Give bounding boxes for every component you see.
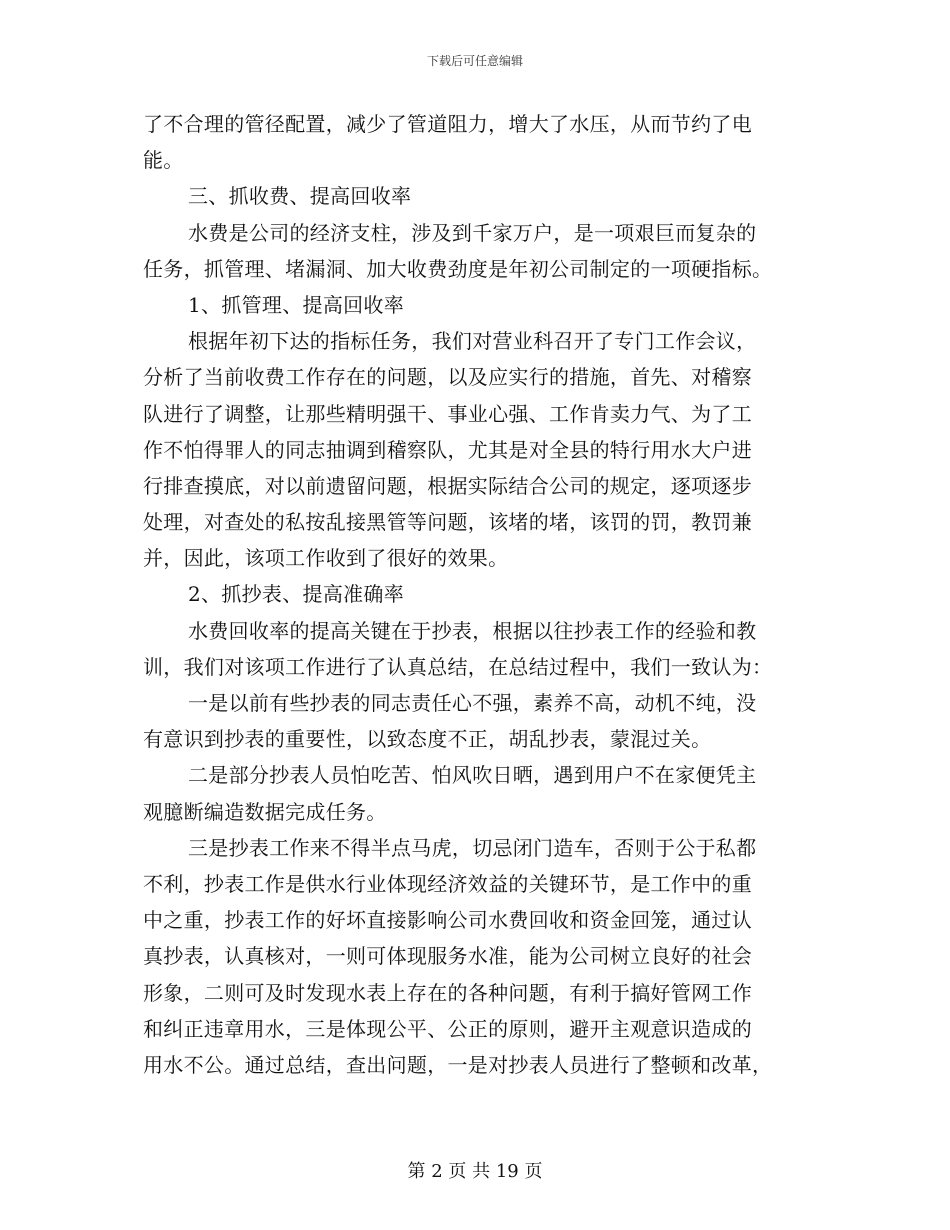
text-line: 分析了当前收费工作存在的问题，以及应实行的措施，首先、对稽察 xyxy=(143,365,752,390)
document-body xyxy=(143,106,811,1083)
text-line: 不利，抄表工作是供水行业体现经济效益的关键环节，是工作中的重 xyxy=(143,871,752,896)
text-line: 形象，二则可及时发现水表上存在的各种问题，有利于搞好管网工作 xyxy=(143,980,752,1005)
text-line: 训，我们对该项工作进行了认真总结，在总结过程中，我们一致认为： xyxy=(143,654,773,679)
text-line: 真抄表，认真核对，一则可体现服务水准，能为公司树立良好的社会 xyxy=(143,944,752,969)
page-footer: 第 2 页 共 19 页 xyxy=(407,1161,543,1182)
text-line: 中之重，抄表工作的好坏直接影响公司水费回收和资金回笼，通过认 xyxy=(143,908,752,933)
text-line: 能。 xyxy=(143,148,184,173)
text-line: 二是部分抄表人员怕吃苦、怕风吹日晒，遇到用户不在家便凭主 xyxy=(188,763,757,788)
section-heading: 三、抓收费、提高回收率 xyxy=(188,184,412,209)
text-line: 任务，抓管理、堵漏洞、加大收费劲度是年初公司制定的一项硬指标。 xyxy=(143,256,773,281)
text-line: 处理，对查处的私按乱接黑管等问题，该堵的堵，该罚的罚，教罚兼 xyxy=(143,510,752,535)
subsection-heading: 2、抓抄表、提高准确率 xyxy=(188,582,405,607)
page-header: 下载后可任意编辑 xyxy=(426,54,523,68)
text-line: 用水不公。通过总结，查出问题，一是对抄表人员进行了整顿和改革， xyxy=(143,1052,773,1077)
text-line: 并，因此，该项工作收到了很好的效果。 xyxy=(143,546,509,571)
text-line: 观臆断编造数据完成任务。 xyxy=(143,799,387,824)
text-line: 水费回收率的提高关键在于抄表，根据以往抄表工作的经验和教 xyxy=(188,618,757,643)
text-line: 根据年初下达的指标任务，我们对营业科召开了专门工作会议， xyxy=(188,329,757,354)
subsection-heading: 1、抓管理、提高回收率 xyxy=(188,292,405,317)
text-line: 水费是公司的经济支柱，涉及到千家万户，是一项艰巨而复杂的 xyxy=(188,220,757,245)
text-line: 三是抄表工作来不得半点马虎，切忌闭门造车，否则于公于私都 xyxy=(188,835,757,860)
text-line: 和纠正违章用水，三是体现公平、公正的原则，避开主观意识造成的 xyxy=(143,1016,752,1041)
text-line: 队进行了调整，让那些精明强干、事业心强、工作肯卖力气、为了工 xyxy=(143,401,752,426)
text-line: 行排查摸底，对以前遗留问题，根据实际结合公司的规定，逐项逐步 xyxy=(143,473,752,498)
text-line: 了不合理的管径配置，减少了管道阻力，增大了水压，从而节约了电 xyxy=(143,112,752,136)
text-line: 作不怕得罪人的同志抽调到稽察队，尤其是对全县的特行用水大户进 xyxy=(143,437,752,462)
text-line: 有意识到抄表的重要性，以致态度不正，胡乱抄表，蒙混过关。 xyxy=(143,727,712,752)
text-line: 一是以前有些抄表的同志责任心不强，素养不高，动机不纯，没 xyxy=(188,691,757,715)
